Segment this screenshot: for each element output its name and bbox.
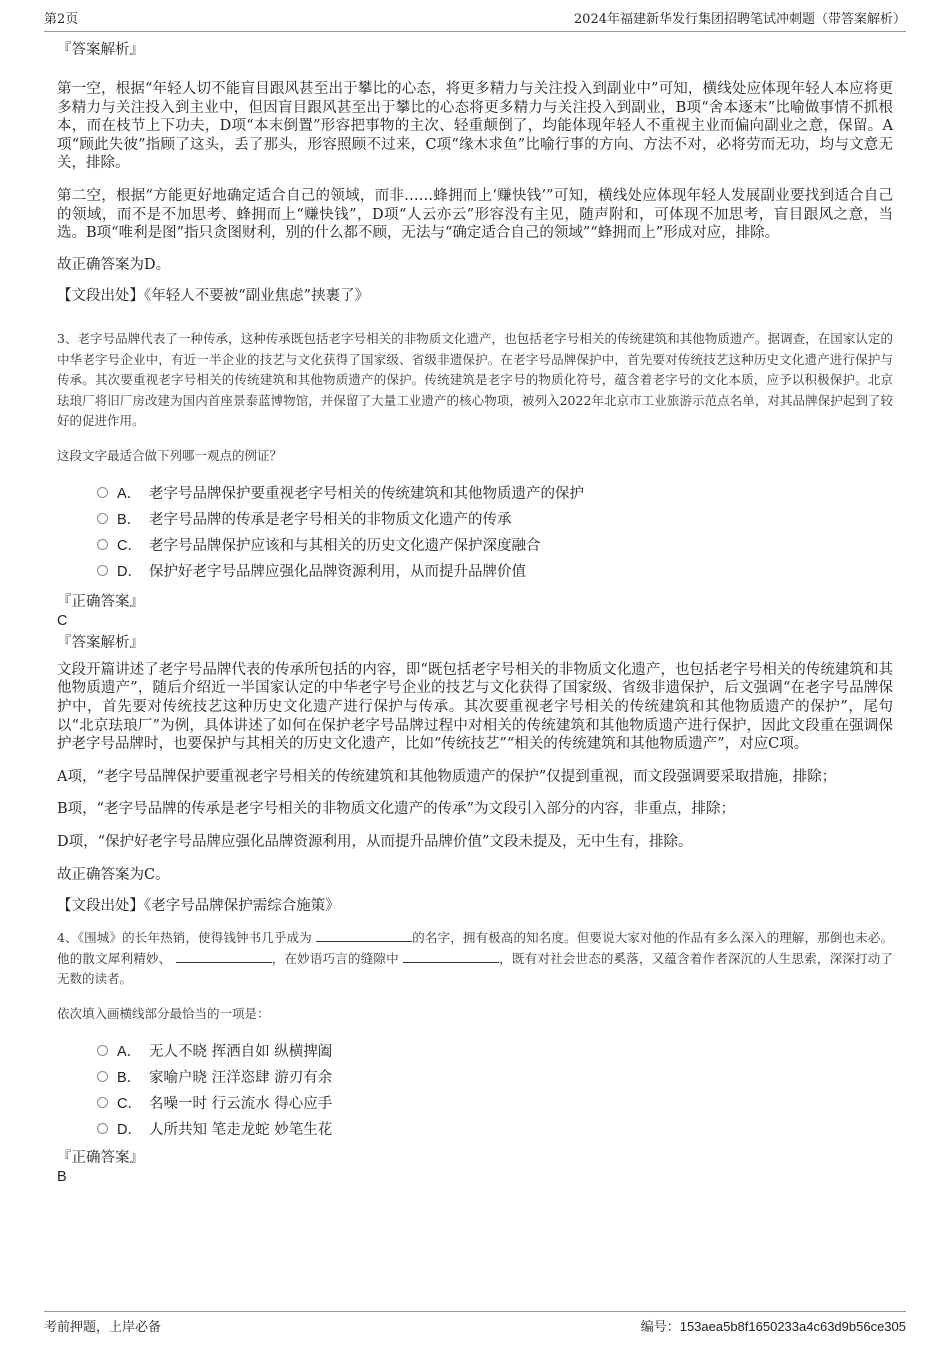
q3-exclude-a: A项，“老字号品牌保护要重视老字号相关的传统建筑和其他物质遗产的保护”仅提到重视，而文段强调要采取措施，排除； [57,768,837,785]
radio-icon[interactable] [97,513,108,524]
footer-slogan: 考前押题，上岸必备 [44,1320,162,1335]
q4-prompt: 依次填入画横线部分最恰当的一项是： [57,1005,270,1021]
radio-icon[interactable] [97,1123,108,1134]
blank-2 [176,949,272,963]
page-content [57,40,893,1186]
q3-option-b[interactable]: B． 老字号品牌的传承是老字号相关的非物质文化遗产的传承 [97,506,893,532]
q3-answer: C [57,612,68,629]
q3-source: 【文段出处】《老字号品牌保护需综合施策》 [57,898,340,915]
q3-analysis: 文段开篇讲述了老字号品牌代表的传承所包括的内容，即“既包括老字号相关的非物质文化遗产，也包括老字号相关的传统建筑和其他物质遗产”，随后介绍近一半国家认定的中华老字号企业的技艺与文化获得了国家级、省级非遗保护，后文强调“在老字号品牌保护中，首先要对传统技艺这种历史文化遗产进行保护与传承。其次要重视老字号相关的传统建筑和其他物质遗产的保护”，尾句以“北京珐琅厂”为例，具体讲述了如何在保护老字号品牌过程中对相关的传统建筑和其他物质遗产进行保护，因此文段重在强调保护老字号品牌时，也要保护与其相关的历史文化遗产，比如“传统技艺”“相关的传统建筑和其他物质遗产”，对应C项。 [57,661,893,753]
blank-1 [316,928,412,942]
q4-answer-label: 『正确答案』 [57,1149,144,1166]
q2-conclusion: 故正确答案为D。 [57,256,171,273]
q4-question: 4、《围城》的长年热销，使得钱钟书几乎成为 的名字，拥有极高的知名度。但要说大家对他的作品有多么深入的理解，那倒也未必。他的散文犀利精妙、 ，在妙语巧言的缝隙中 ，既有对社会世态的奚落，又蕴含着作者深沉的人生思索，深深打动了无数的读者。 [57,930,893,987]
radio-icon[interactable] [97,1097,108,1108]
q4-option-b[interactable]: B． 家喻户晓 汪洋恣肆 游刃有余 [97,1064,893,1090]
q3-options [97,480,893,584]
page-header [44,10,906,32]
q3-question: 3、老字号品牌代表了一种传承，这种传承既包括老字号相关的非物质文化遗产，也包括老字号相关的传统建筑和其他物质遗产。据调查，在国家认定的中华老字号企业中，有近一半企业的技艺与文化获得了国家级、省级非遗保护。在老字号品牌保护中，首先要对传统技艺这种历史文化遗产进行保护与传承。其次要重视老字号相关的传统建筑和其他物质遗产的保护。传统建筑是老字号的物质化符号，蕴含着老字号的文化本质，应予以积极保护。北京珐琅厂将旧厂房改建为国内首座景泰蓝博物馆，并保留了大量工业遗产的核心物项，被列入2022年北京市工业旅游示范点名单，对其品牌保护起到了较好的促进作用。 [57,331,893,429]
q3-option-d[interactable]: D． 保护好老字号品牌应强化品牌资源利用，从而提升品牌价值 [97,558,893,584]
radio-icon[interactable] [97,565,108,576]
q2-analysis-para-1: 第一空，根据“年轻人切不能盲目跟风甚至出于攀比的心态，将更多精力与关注投入到副业中”可知，横线处应体现年轻人本应将更多精力与关注投入到主业中，但因盲目跟风甚至出于攀比的心态将更多精力与关注投入到副业，B项“舍本逐末”比喻做事情不抓根本，而在枝节上下功夫，D项“本末倒置”形容把事物的主次、轻重颠倒了，均能体现年轻人不重视主业而偏向副业之意，保留。A项“顾此失彼”指顾了这头，丢了那头，形容照顾不过来，C项“缘木求鱼”比喻行事的方向、方法不对，必将劳而无功，均与文意无关，排除。 [57,81,893,172]
radio-icon[interactable] [97,539,108,550]
q3-answer-label: 『正确答案』 [57,593,144,610]
q3-analysis-label: 『答案解析』 [57,634,144,651]
q2-analysis-para-2: 第二空，根据“方能更好地确定适合自己的领域，而非……蜂拥而上‘赚快钱’”可知，横线处应体现年轻人发展副业要找到适合自己的领域，而不是不加思考、蜂拥而上“赚快钱”，D项“人云亦云”形容没有主见，随声附和，可体现不加思考，盲目跟风之意，当选。B项“唯利是图”指只贪图财利，别的什么都不顾，无法与“确定适合自己的领域”“蜂拥而上”形成对应，排除。 [57,187,893,242]
q4-options [97,1038,893,1142]
q4-option-c[interactable]: C． 名噪一时 行云流水 得心应手 [97,1090,893,1116]
q3-option-c[interactable]: C． 老字号品牌保护应该和与其相关的历史文化遗产保护深度融合 [97,532,893,558]
page-footer [44,1311,906,1333]
page-number: 第2页 [44,12,79,27]
q4-option-a[interactable]: A． 无人不晓 挥洒自如 纵横捭阖 [97,1038,893,1064]
q2-source: 【文段出处】《年轻人不要被“副业焦虑”挟裹了》 [57,288,370,305]
q2-analysis-label: 『答案解析』 [57,42,144,58]
q3-exclude-d: D项，“保护好老字号品牌应强化品牌资源利用，从而提升品牌价值”文段未提及，无中生有，排除。 [57,834,693,850]
q3-conclusion: 故正确答案为C。 [57,866,170,883]
document-title: 2024年福建新华发行集团招聘笔试冲刺题（带答案解析） [573,12,906,27]
radio-icon[interactable] [97,487,108,498]
q4-option-d[interactable]: D． 人所共知 笔走龙蛇 妙笔生花 [97,1116,893,1142]
radio-icon[interactable] [97,1071,108,1082]
q3-exclude-b: B项，“老字号品牌的传承是老字号相关的非物质文化遗产的传承”为文段引入部分的内容，非重点，排除； [57,801,735,818]
document-id: 编号：153aea5b8f1650233a4c63d9b56ce305 [640,1319,906,1335]
q3-prompt: 这段文字最适合做下列哪一观点的例证？ [57,447,283,463]
q3-option-a[interactable]: A． 老字号品牌保护要重视老字号相关的传统建筑和其他物质遗产的保护 [97,480,893,506]
blank-3 [403,949,499,963]
q4-answer: B [57,1168,67,1185]
radio-icon[interactable] [97,1045,108,1056]
